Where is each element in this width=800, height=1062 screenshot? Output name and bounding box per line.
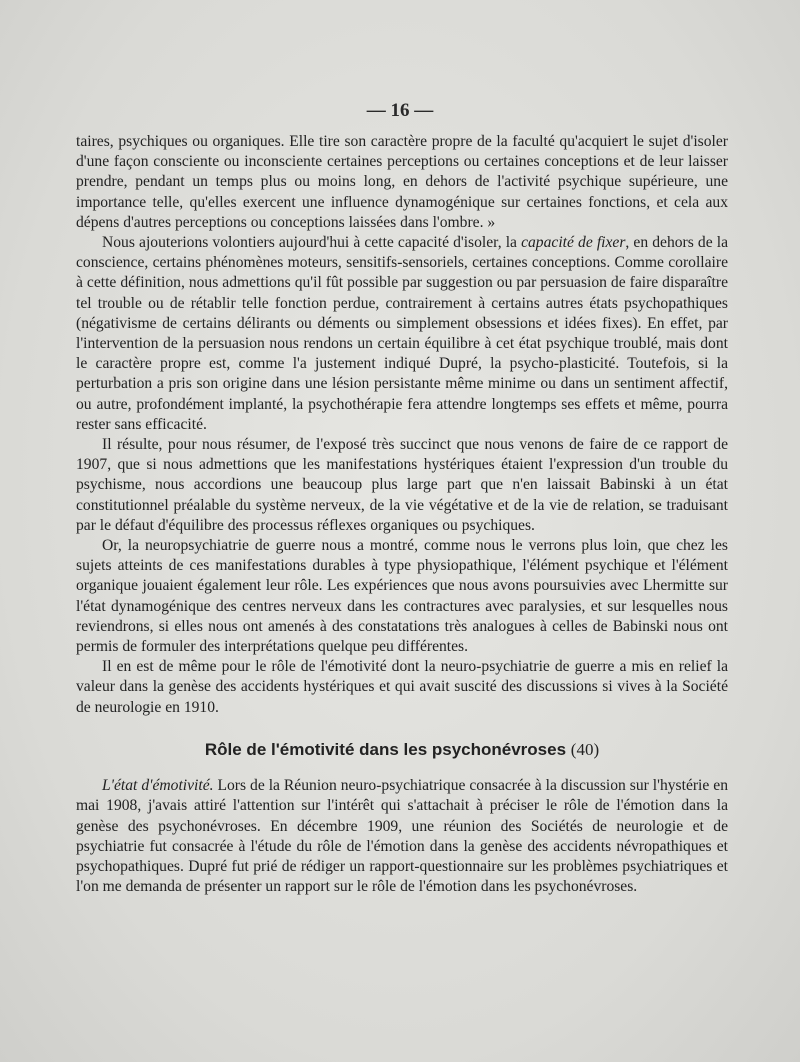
page-number: — 16 — <box>366 100 434 121</box>
paragraph-1: taires, psychiques ou organiques. Elle tire son caractère propre de la faculté qu'acquiert le sujet d'isoler d'une façon consciente ou inconsciente certaines perceptions ou certaines conceptions et de leur laisser prendre, pendant un temps plus ou moins long, en dehors de l'activité psychique supérieure, une importance telle, qu'elles exercent une influence dynamogénique sur certaines fonctions, et cela aux dépens d'autres perceptions ou conceptions laissées dans l'ombre. » <box>76 133 728 231</box>
section-title: Rôle de l'émotivité dans les psychonévroses <box>204 739 567 759</box>
paragraph-5: Il en est de même pour le rôle de l'émotivité dont la neuro-psychiatrie de guerre a mis en relief la valeur dans la genèse des accidents hystériques et qui avait suscité des discussions si vives à la Société de neurologie en 1910. <box>76 658 728 716</box>
paragraph-6 <box>76 776 728 897</box>
paragraph-2 <box>76 233 728 435</box>
paragraph-4: Or, la neuropsychiatrie de guerre nous a montré, comme nous le verrons plus loin, que chez les sujets atteints de ces manifestations durables à type physiopathique, l'élément psychique et l'élément organique jouaient également leur rôle. Les expériences que nous avons poursuivies avec Lhermitte sur l'état dynamogénique des centres nerveux dans les contractures avec paralysies, et sur lesquelles nous reviendrons, si elles nous ont amenés à des constatations très analogues à celles de Babinski nous ont permis de formuler des interprétations quelque peu différentes. <box>76 537 728 656</box>
section-number: (40) <box>570 739 600 759</box>
body-text <box>76 132 728 897</box>
paragraph-3: Il résulte, pour nous résumer, de l'exposé très succinct que nous venons de faire de ce rapport de 1907, que si nous admettions que les manifestations hystériques étaient l'expression d'un trouble du psychisme, nous accordions une beaucoup plus large part que n'en laissait Babinski à un état constitutionnel préalable du système nerveux, de la vie végétative et de la vie de relation, se traduisant par le défaut d'équilibre des processus réflexes organiques ou psychiques. <box>76 436 728 534</box>
paragraph-2-start: Nous ajouterions volontiers aujourd'hui à cette capacité d'isoler, la <box>102 234 522 252</box>
paragraph-6-rest: Lors de la Réunion neuro-psychiatrique consacrée à la discussion sur l'hystérie en mai 1908, j'avais attiré l'attention sur l'intérêt qui s'attachait à préciser le rôle de l'émotion dans la genèse des psychonévroses. En décembre 1909, une réunion des Sociétés de neurologie et de psychiatrie fut consacrée à l'étude du rôle de l'émotion dans la genèse des accidents névropathiques et psychopathiques. Dupré fut prié de rédiger un rapport-questionnaire sur les problèmes psychiatriques et l'on me demanda de présenter un rapport sur le rôle de l'émotion dans les psychonévroses. <box>76 777 728 896</box>
section-heading <box>76 740 728 760</box>
paragraph-6-italic: L'état d'émotivité. <box>102 777 214 795</box>
paragraph-2-rest: , en dehors de la conscience, certains phénomènes moteurs, sensitifs-sensoriels, certaines conceptions. Comme corollaire à cette définition, nous admettions qu'il fût possible par suggestion ou par persuasion de faire disparaître tel trouble ou de rétablir telle fonction perdue, contrairement à certains autres états psychopathiques (négativisme de certains délirants ou déments ou simplement obsessions et idées fixes). En effet, par l'intervention de la persuasion nous rendons un certain équilibre à cet état psychique troublé, mais dont le caractère propre est, comme l'a justement indiqué Dupré, la psycho-plasticité. Toutefois, si la perturbation a pris son origine dans une lésion persistante même minime ou dans un sentiment affectif, ou autre, profondément implanté, la psychothérapie fera attendre longtemps ses effets et même, pourra rester sans efficacité. <box>76 234 728 433</box>
paragraph-2-italic: capacité de fixer <box>521 234 626 252</box>
